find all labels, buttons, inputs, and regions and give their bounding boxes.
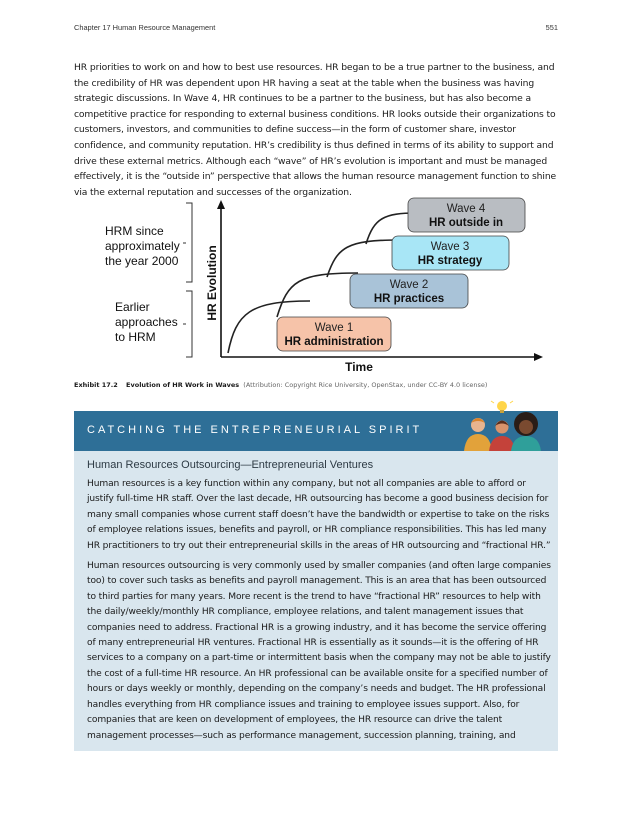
feature-box [74, 411, 558, 751]
hr-waves-diagram [74, 193, 558, 373]
svg-text:Wave 1: Wave 1 [314, 322, 354, 334]
svg-text:HR practices: HR practices [373, 293, 445, 305]
svg-text:HR administration: HR administration [284, 336, 384, 348]
x-axis-label: Time [345, 360, 373, 373]
feature-paragraph-1: Human resources is a key function within any company, but not all companies are able to afford or justify full-time HR staff. Over the last decade, HR outsourcing has become a good business decision for many small companies whose current staff doesn’t have the bandwidth or expertise to take on the risks of employee relations issues, benefits and payroll, or HR compliance responsibilities. This has led many HR practitioners to try out their entrepreneurial skills in the areas of HR outsourcing and “fractional HR.” [87, 479, 551, 551]
wave-4-box [408, 198, 525, 232]
wave-3-box [392, 236, 509, 270]
feature-body [87, 477, 551, 744]
intro-paragraph: HR priorities to work on and how to best use resources. HR began to be a true partner to the business, and the credibility of HR was dependent upon HR having a seat at the table when the business was having strategic discussions. In Wave 4, HR continues to be a partner to the business, but has also become a competitive practice for responding to external business conditions. HR looks outside their organizations to customers, investors, and communities to define success—in the form of customer share, investor confidence, and community reputation. HR’s credibility is thus defined in terms of its ability to support and drive these external metrics. Although each “wave” of HR’s evolution is important and must be managed effectively, it is the “outside in” perspective that allows the human resource management function to shine via the external reputation and successes of the organization. [74, 62, 557, 198]
bracket-upper-label: HRM since approximately the year 2000 [105, 224, 180, 268]
page-number: 551 [545, 23, 558, 32]
people-lightbulb-icon [458, 399, 554, 451]
feature-banner [74, 411, 558, 451]
svg-text:HR strategy: HR strategy [417, 255, 483, 267]
svg-text:Wave 4: Wave 4 [446, 203, 486, 215]
caption-attribution: (Attribution: Copyright Rice University, OpenStax, under CC-BY 4.0 license) [243, 381, 488, 389]
x-axis-arrow [534, 353, 543, 361]
waves-svg [74, 193, 558, 373]
svg-text:Wave 2: Wave 2 [389, 279, 429, 291]
wave-1-box [277, 317, 391, 351]
bracket-lower-label: Earlier approaches to HRM [115, 300, 178, 344]
y-axis-arrow [217, 200, 225, 209]
curve-wave-3 [327, 240, 399, 277]
caption-title: Evolution of HR Work in Waves [126, 381, 240, 389]
page-header [74, 23, 558, 35]
svg-text:Wave 3: Wave 3 [430, 241, 470, 253]
bracket-lower [186, 291, 192, 357]
chapter-title: Chapter 17 Human Resource Management [74, 23, 216, 32]
svg-text:HR outside in: HR outside in [428, 217, 504, 229]
feature-paragraph-2: Human resources outsourcing is very commonly used by smaller companies (and often large companies too) to cover such tasks as benefits and payroll management. This is an area that has been outsourced to third parties for many years. More recent is the trend to have “fractional HR” resources to help with the daily/weekly/monthly HR compliance, employee relations, and talent management issues that companies need to address. Fractional HR is a growing industry, and it has become the service offering of many entrepreneurial HR ventures. Fractional HR is essentially as it sounds—it is the offering of HR services to a company on a part-time or intermittent basis when the company may not be able to justify the cost of a full-time HR resource. An HR professional can be available onsite for a specified number of hours or days weekly or monthly, depending on the company’s needs and budget. The HR professional handles everything from HR compliance issues and training to employee issues support. Also, for companies that are keen on development of employees, the HR resource can drive the talent management processes—such as performance management, succession planning, training, and [87, 561, 551, 741]
figure-caption [74, 381, 558, 389]
bracket-upper [186, 203, 192, 282]
feature-title: CATCHING THE ENTREPRENEURIAL SPIRIT [87, 424, 423, 436]
feature-subtitle: Human Resources Outsourcing—Entrepreneurial Ventures [87, 459, 374, 471]
curve-wave-2 [277, 273, 358, 317]
y-axis-label: HR Evolution [205, 245, 219, 321]
wave-2-box [350, 274, 468, 308]
caption-label: Exhibit 17.2 [74, 381, 118, 389]
